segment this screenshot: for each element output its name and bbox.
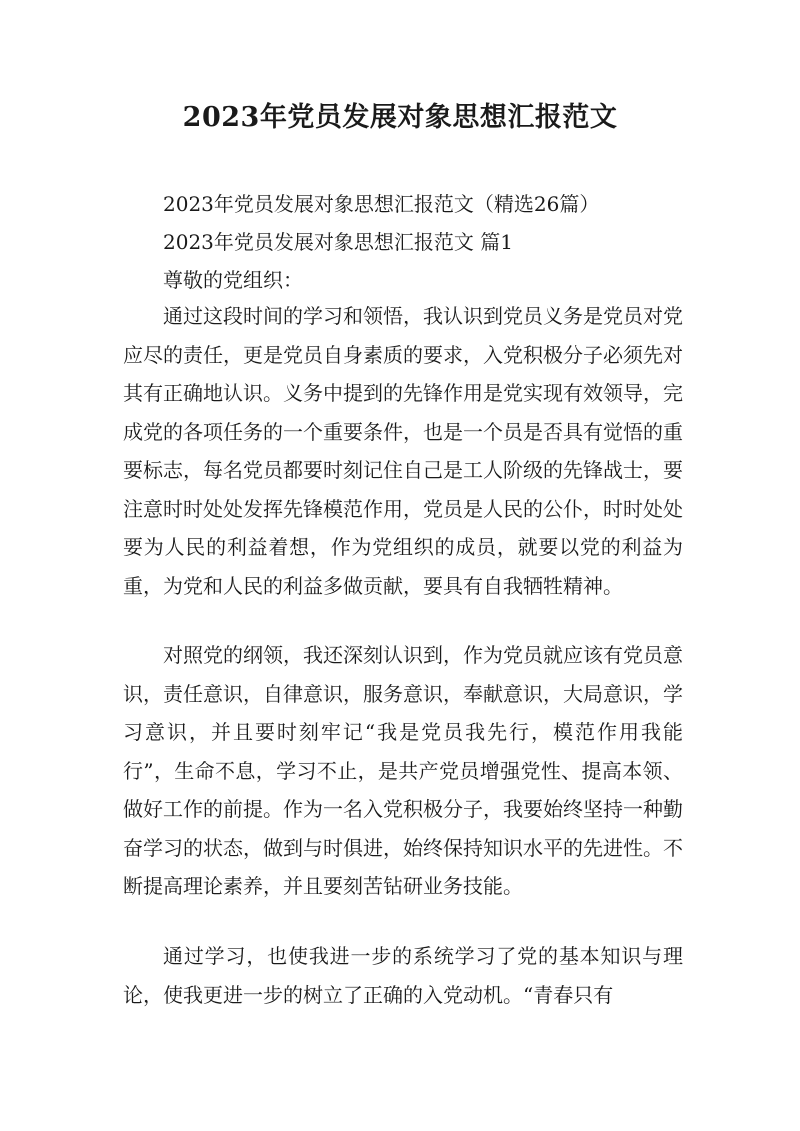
paragraph-2: 对照党的纲领，我还深刻认识到，作为党员就应该有党员意识，责任意识，自律意识，服务意识，奉献意识，大局意识，学习意识，并且要时刻牢记“我是党员我先行，模范作用我能行”，生命不息，学习不止，是共产党员增强党性、提高本领、做好工作的前提。作为一名入党积极分子，我要始终坚持一种勤奋学习的状态，做到与时俱进，始终保持知识水平的先进性。不断提高理论素养，并且要刻苦钻研业务技能。 (123, 643, 683, 898)
salutation: 尊敬的党组织： (163, 268, 303, 292)
paragraph-3: 通过学习，也使我进一步的系统学习了党的基本知识与理论，使我更进一步的树立了正确的入党动机。“青春只有 (123, 944, 683, 1007)
document-subtitle: 2023年党员发展对象思想汇报范文（精选26篇） (163, 192, 600, 216)
paragraph-1: 通过这段时间的学习和领悟，我认识到党员义务是党员对党应尽的责任，更是党员自身素质的要求，入党积极分子必须先对其有正确地认识。义务中提到的先锋作用是党实现有效领导，完成党的各项任务的一个重要条件，也是一个员是否具有觉悟的重要标志，每名党员都要时刻记住自己是工人阶级的先锋战士，要注意时时处处发挥先锋模范作用，党员是人民的公仆，时时处处要为人民的利益着想，作为党组织的成员，就要以党的利益为重，为党和人民的利益多做贡献，要具有自我牺牲精神。 (123, 304, 683, 598)
section-heading: 2023年党员发展对象思想汇报范文 篇1 (163, 230, 513, 254)
document-title: 2023年党员发展对象思想汇报范文 (182, 102, 618, 133)
